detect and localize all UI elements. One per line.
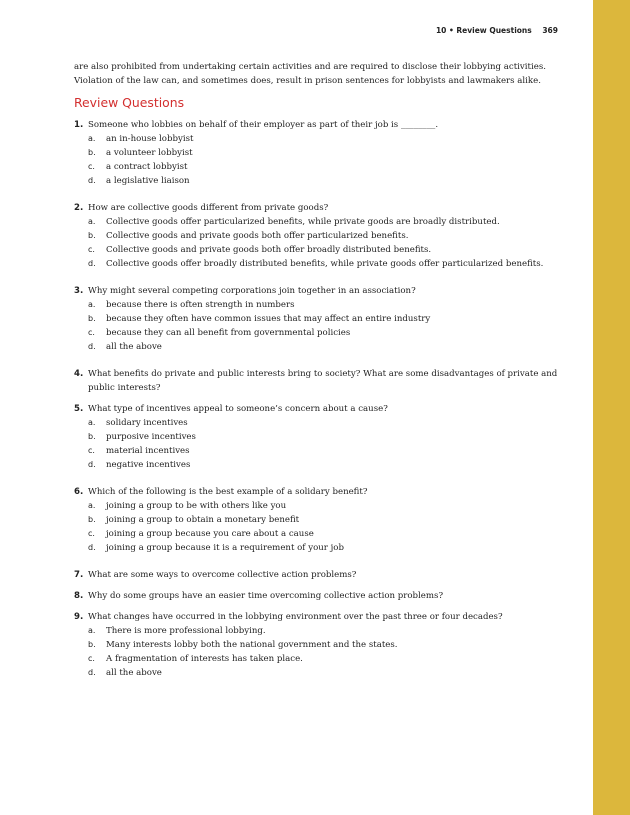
option-text: Collective goods offer particularized benefits, while private goods are broadly distributed. [106, 217, 500, 227]
question-9 [74, 610, 570, 680]
answer-option [74, 416, 570, 430]
option-letter: d. [88, 259, 96, 268]
question-text: Why might several competing corporations join together in an association? [88, 286, 416, 296]
option-text: solidary incentives [106, 418, 188, 428]
option-letter: c. [88, 529, 95, 538]
option-letter: a. [88, 501, 96, 510]
option-text: all the above [106, 668, 162, 678]
question-row [74, 284, 570, 298]
question-row [74, 118, 570, 132]
running-title: 10 • Review Questions [435, 26, 532, 35]
option-text: a volunteer lobbyist [106, 148, 193, 158]
option-letter: a. [88, 217, 96, 226]
answer-option [74, 257, 570, 271]
answer-option [74, 458, 570, 472]
option-text: joining a group to obtain a monetary benefit [106, 515, 300, 525]
answer-option [74, 541, 570, 555]
question-text: What benefits do private and public interests bring to society? What are some disadvantages of private and public interests? [88, 369, 558, 393]
option-text: because there is often strength in numbers [106, 300, 295, 310]
option-text: purposive incentives [106, 432, 196, 442]
option-letter: b. [88, 515, 96, 524]
question-row [74, 402, 570, 416]
question-text: Why do some groups have an easier time overcoming collective action problems? [88, 591, 444, 601]
option-letter: b. [88, 148, 96, 157]
question-number: 9. [74, 612, 84, 622]
answer-option [74, 624, 570, 638]
question-number: 8. [74, 591, 84, 601]
answer-option [74, 146, 570, 160]
option-text: Collective goods offer broadly distributed benefits, while private goods offer particularized benefits. [106, 259, 544, 269]
answer-option [74, 326, 570, 340]
question-row [74, 201, 570, 215]
option-text: a legislative liaison [106, 176, 190, 186]
answer-option [74, 215, 570, 229]
question-text: What changes have occurred in the lobbying environment over the past three or four decades? [88, 612, 503, 622]
question-text: Someone who lobbies on behalf of their employer as part of their job is ________. [88, 120, 439, 130]
page-number: 369 [542, 26, 558, 35]
side-color-bar [593, 0, 630, 815]
question-text: Which of the following is the best example of a solidary benefit? [88, 487, 368, 497]
answer-options [74, 499, 570, 555]
question-6 [74, 485, 570, 555]
review-questions-list [74, 118, 570, 680]
question-text: How are collective goods different from private goods? [88, 203, 329, 213]
question-number: 2. [74, 203, 84, 213]
question-5 [74, 402, 570, 472]
option-letter: a. [88, 418, 96, 427]
running-header [436, 26, 558, 35]
answer-options [74, 132, 570, 188]
answer-option [74, 652, 570, 666]
option-letter: b. [88, 231, 96, 240]
question-row [74, 367, 570, 395]
intro-paragraph: are also prohibited from undertaking certain activities and are required to disclose their lobbying activities. Violation of the law can, and sometimes does, result in prison sentences for lobbyists and lawmakers alike. [74, 62, 546, 86]
answer-option [74, 430, 570, 444]
option-text: because they can all benefit from governmental policies [106, 328, 351, 338]
answer-options [74, 416, 570, 472]
option-text: negative incentives [106, 460, 191, 470]
question-number: 7. [74, 570, 84, 580]
option-letter: c. [88, 654, 95, 663]
option-letter: d. [88, 668, 96, 677]
question-number: 3. [74, 286, 84, 296]
option-letter: b. [88, 432, 96, 441]
question-number: 4. [74, 369, 84, 379]
option-letter: c. [88, 446, 95, 455]
answer-option [74, 666, 570, 680]
option-letter: b. [88, 314, 96, 323]
answer-options [74, 298, 570, 354]
option-letter: d. [88, 176, 96, 185]
option-letter: a. [88, 134, 96, 143]
answer-option [74, 638, 570, 652]
question-text: What are some ways to overcome collective action problems? [88, 570, 357, 580]
question-number: 6. [74, 487, 84, 497]
question-number: 5. [74, 404, 84, 414]
answer-options [74, 624, 570, 680]
option-text: Collective goods and private goods both offer broadly distributed benefits. [106, 245, 432, 255]
answer-option [74, 174, 570, 188]
answer-option [74, 160, 570, 174]
option-letter: c. [88, 328, 95, 337]
question-number: 1. [74, 120, 84, 130]
option-letter: a. [88, 300, 96, 309]
option-letter: a. [88, 626, 96, 635]
answer-option [74, 340, 570, 354]
question-2 [74, 201, 570, 271]
question-3 [74, 284, 570, 354]
question-1 [74, 118, 570, 188]
option-letter: b. [88, 640, 96, 649]
answer-option [74, 513, 570, 527]
answer-option [74, 527, 570, 541]
option-text: A fragmentation of interests has taken place. [106, 654, 303, 664]
question-4 [74, 367, 570, 395]
page-content [74, 60, 570, 693]
answer-options [74, 215, 570, 271]
question-7 [74, 568, 570, 582]
option-letter: d. [88, 460, 96, 469]
question-row [74, 610, 570, 624]
option-letter: d. [88, 543, 96, 552]
option-text: joining a group to be with others like you [106, 501, 287, 511]
answer-option [74, 229, 570, 243]
option-text: because they often have common issues that may affect an entire industry [106, 314, 431, 324]
option-text: There is more professional lobbying. [106, 626, 266, 636]
question-8 [74, 589, 570, 603]
question-row [74, 568, 570, 582]
option-text: all the above [106, 342, 162, 352]
question-row [74, 589, 570, 603]
option-text: joining a group because you care about a cause [106, 529, 314, 539]
option-letter: d. [88, 342, 96, 351]
option-letter: c. [88, 162, 95, 171]
answer-option [74, 499, 570, 513]
option-text: joining a group because it is a requirement of your job [106, 543, 344, 553]
option-letter: c. [88, 245, 95, 254]
question-text: What type of incentives appeal to someone’s concern about a cause? [88, 404, 388, 414]
answer-option [74, 298, 570, 312]
option-text: material incentives [106, 446, 190, 456]
option-text: Many interests lobby both the national government and the states. [106, 640, 398, 650]
answer-option [74, 243, 570, 257]
section-title: Review Questions [74, 95, 185, 110]
answer-option [74, 132, 570, 146]
option-text: Collective goods and private goods both offer particularized benefits. [106, 231, 409, 241]
answer-option [74, 312, 570, 326]
option-text: a contract lobbyist [106, 162, 188, 172]
question-row [74, 485, 570, 499]
answer-option [74, 444, 570, 458]
option-text: an in-house lobbyist [106, 134, 194, 144]
